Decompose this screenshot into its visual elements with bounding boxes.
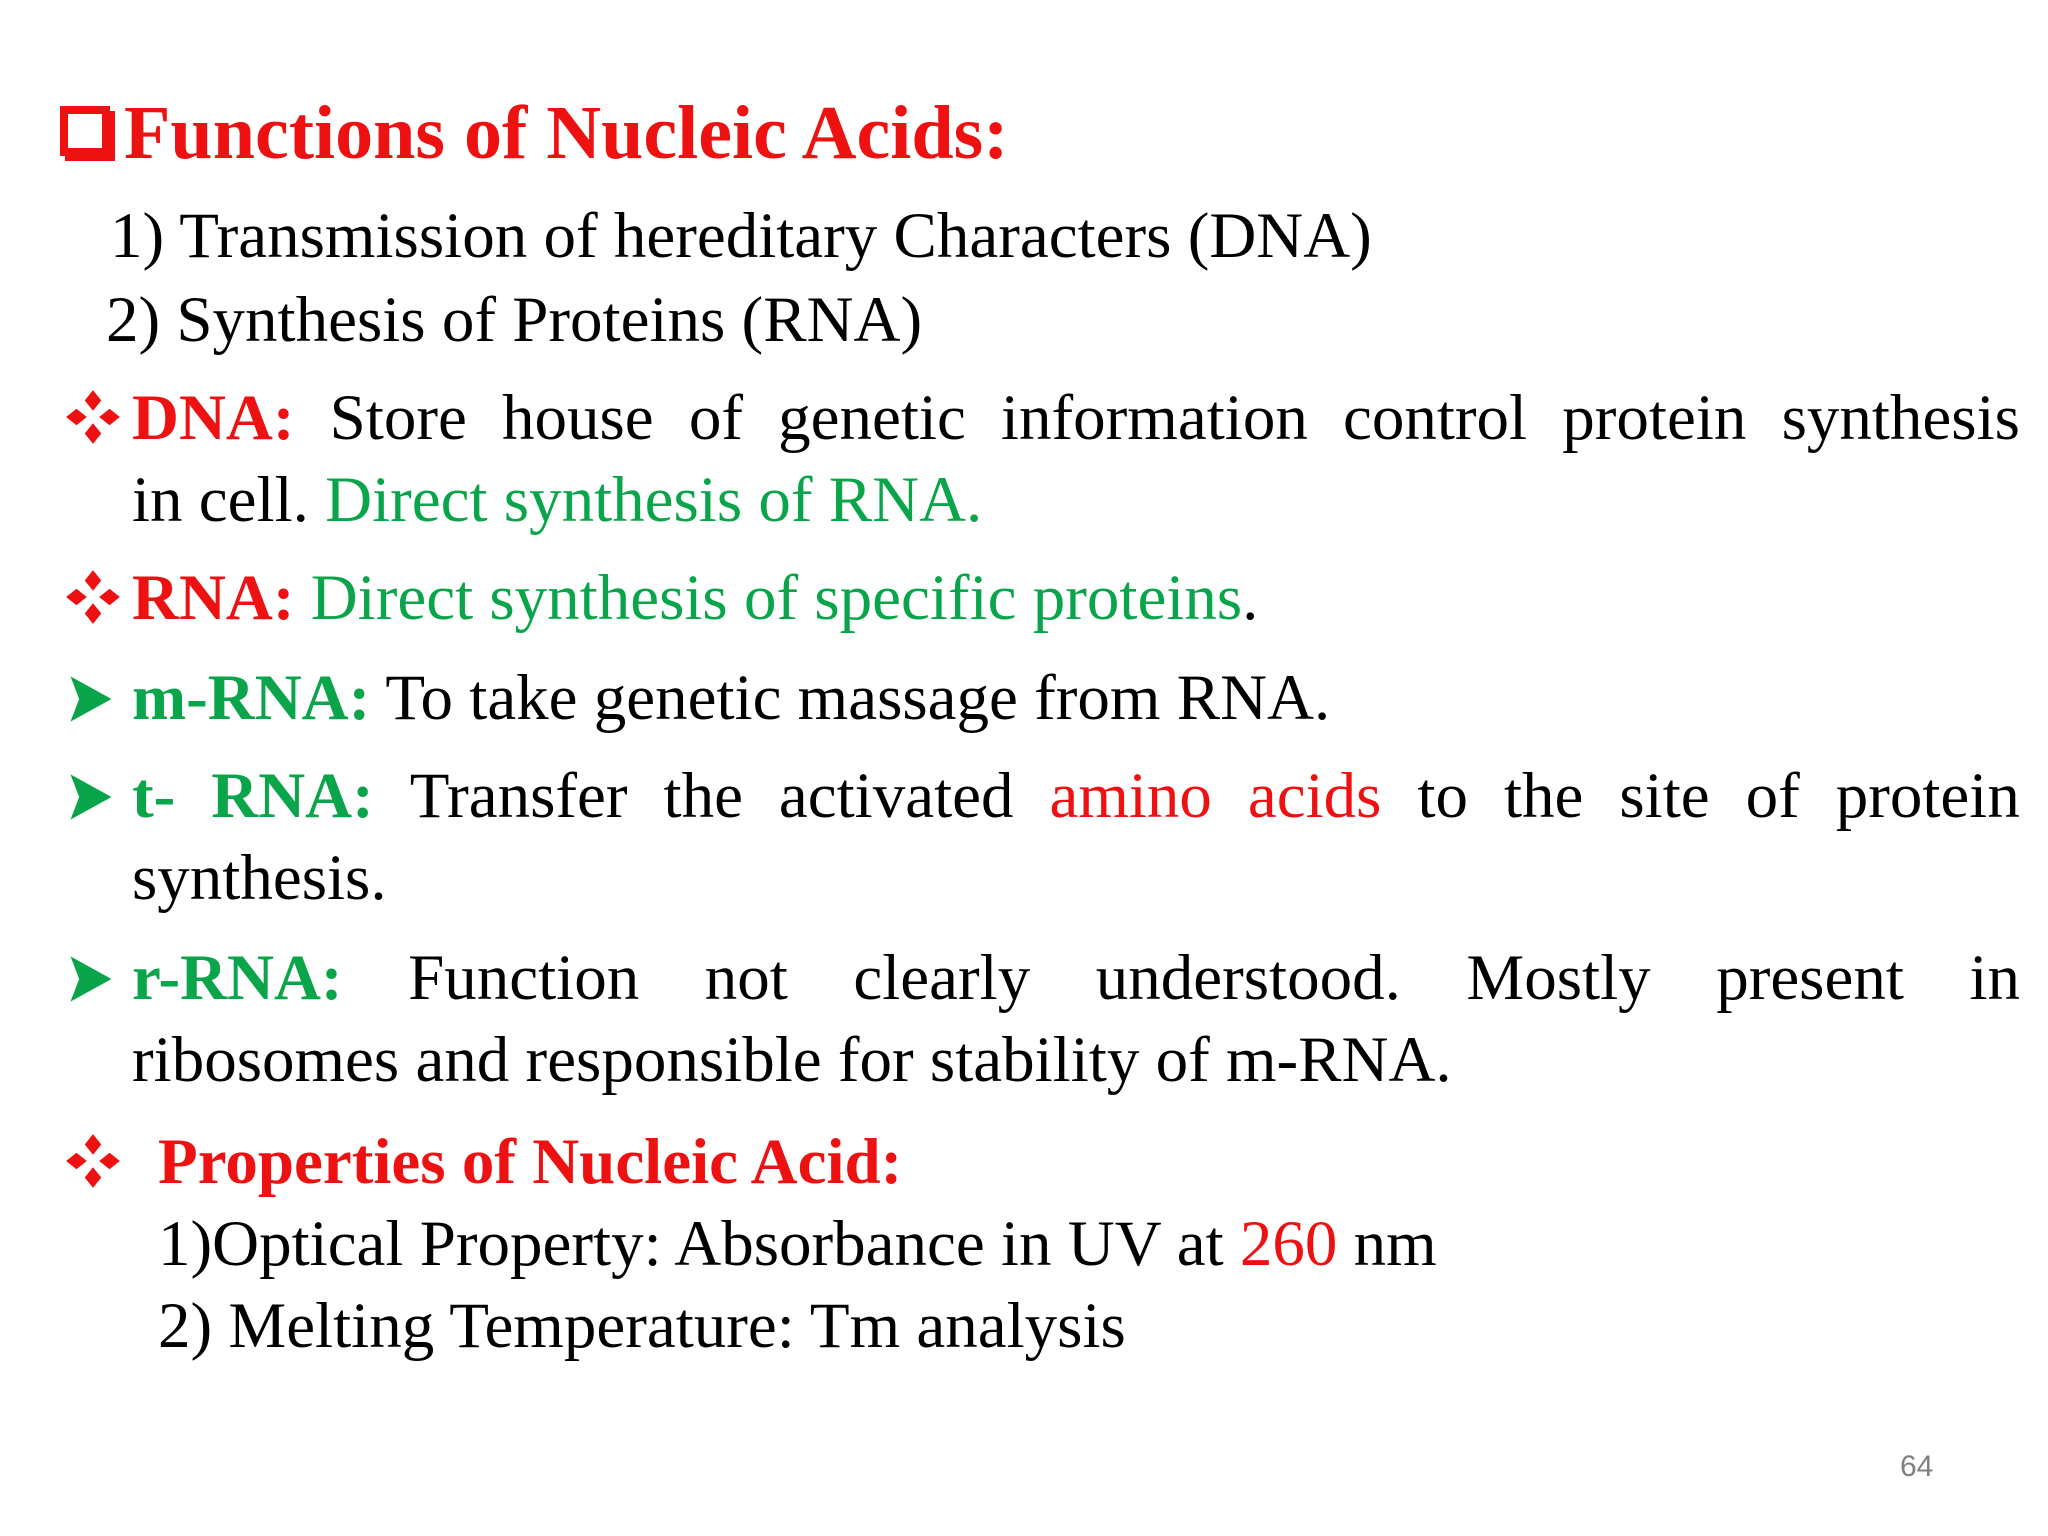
dna-line-1 [132, 378, 2020, 458]
rrna-word: in [1969, 942, 2020, 1014]
trna-label-part: RNA: [211, 760, 374, 832]
dna-word: Store [329, 382, 467, 454]
rrna-line-1 [132, 938, 2020, 1018]
trna-word: the [663, 760, 743, 832]
dna-word: house [502, 382, 654, 454]
rrna-line-2: ribosomes and responsible for stability of m-RNA. [132, 1024, 1452, 1096]
mrna-text: To take genetic massage from RNA. [370, 662, 1331, 734]
arrow-bullet-icon [64, 672, 118, 726]
mrna-label: m-RNA: [132, 662, 371, 734]
properties-heading: Properties of Nucleic Acid: [158, 1126, 903, 1198]
four-diamond-icon [62, 386, 124, 448]
trna-red-word: acids [1247, 760, 1382, 832]
dna-word: synthesis [1781, 382, 2020, 454]
trna-word: site [1619, 760, 1710, 832]
rrna-word: Mostly [1466, 942, 1651, 1014]
property-item-1 [158, 1204, 1437, 1284]
property-item-1-text: 1)Optical Property: Absorbance in UV at [158, 1208, 1240, 1280]
property-item-2: 2) Melting Temperature: Tm analysis [158, 1290, 1126, 1362]
rrna-label: r-RNA: [132, 942, 343, 1014]
mrna-line [132, 658, 1330, 738]
arrow-bullet-icon [64, 952, 118, 1006]
rna-line [132, 558, 1258, 638]
trna-word: to [1417, 760, 1468, 832]
rna-green-text: Direct synthesis of specific proteins [294, 562, 1243, 634]
rrna-word: understood. [1095, 942, 1401, 1014]
page-number: 64 [1900, 1450, 1934, 1483]
trna-line-2: synthesis. [132, 842, 387, 914]
dna-line2-green: Direct synthesis of RNA. [325, 464, 983, 536]
trna-word: Transfer [409, 760, 628, 832]
trna-word: the [1503, 760, 1584, 832]
rna-label: RNA: [132, 562, 295, 634]
dna-word: control [1343, 382, 1528, 454]
dna-word: protein [1562, 382, 1747, 454]
rrna-word: clearly [853, 942, 1031, 1014]
trna-word: protein [1835, 760, 2020, 832]
title-text: Functions of Nucleic Acids: [124, 91, 1009, 175]
dna-word: information [1000, 382, 1308, 454]
trna-red-word: amino [1049, 760, 1212, 832]
dna-word: genetic [778, 382, 966, 454]
function-item-1: 1) Transmission of hereditary Characters (DNA) [110, 200, 1372, 272]
trna-word: activated [778, 760, 1014, 832]
property-item-1-value: 260 [1239, 1208, 1338, 1280]
checkbox-icon [60, 106, 110, 156]
trna-label-part: t- [132, 760, 176, 832]
dna-line2-text: in cell. [132, 464, 326, 536]
function-item-2: 2) Synthesis of Proteins (RNA) [106, 284, 923, 356]
property-item-1-unit: nm [1337, 1208, 1437, 1280]
dna-line-2 [132, 460, 982, 540]
dna-word: of [688, 382, 743, 454]
trna-word: of [1745, 760, 1800, 832]
arrow-bullet-icon [64, 770, 118, 824]
rrna-word: present [1716, 942, 1904, 1014]
rna-end: . [1242, 562, 1259, 634]
dna-label: DNA: [132, 382, 295, 454]
slide-title [60, 88, 1009, 178]
rrna-word: not [704, 942, 788, 1014]
rrna-word: Function [408, 942, 640, 1014]
four-diamond-icon [62, 566, 124, 628]
four-diamond-icon [62, 1130, 124, 1192]
trna-line-1 [132, 756, 2020, 836]
